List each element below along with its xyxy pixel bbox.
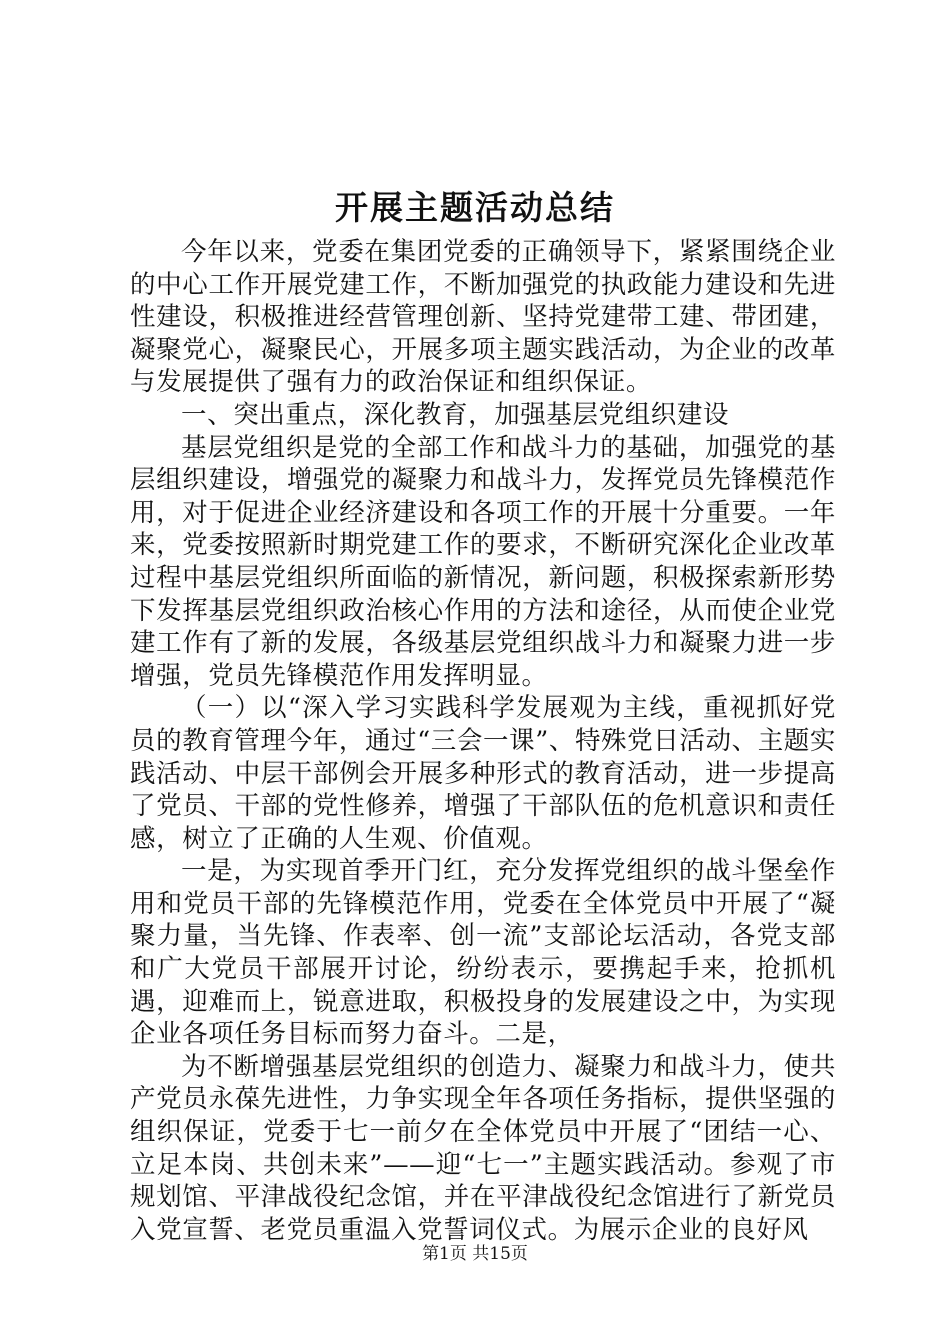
paragraph-second-point: 为不断增强基层党组织的创造力、凝聚力和战斗力，使共产党员永葆先进性，力争实现全年各项任务指标，提供坚强的组织保证，党委于七一前夕在全体党员中开展了“团结一心、立足本岗、共创未来”——迎“七一”主题实践活动。参观了市规划馆、平津战役纪念馆，并在平津战役纪念馆进行了新党员入党宣誓、老党员重温入党誓词仪式。为展示企业的良好风 (130, 1051, 836, 1245)
section-heading-1: 一、突出重点，深化教育，加强基层党组织建设 (181, 399, 730, 430)
document-body (130, 236, 836, 1246)
paragraph-basic-organization: 基层党组织是党的全部工作和战斗力的基础，加强党的基层组织建设，增强党的凝聚力和战斗力，发挥党员先锋模范作用，对于促进企业经济建设和各项工作的开展十分重要。一年来，党委按照新时期党建工作的要求，不断研究深化企业改革过程中基层党组织所面临的新情况，新问题，积极探索新形势下发挥基层党组织政治核心作用的方法和途径，从而使企业党建工作有了新的发展，各级基层党组织战斗力和凝聚力进一步增强，党员先锋模范作用发挥明显。 (130, 432, 836, 691)
document-title: 开展主题活动总结 (335, 188, 615, 227)
paragraph-first-point: 一是，为实现首季开门红，充分发挥党组织的战斗堡垒作用和党员干部的先锋模范作用，党委在全体党员中开展了“凝聚力量，当先锋、作表率、创一流”支部论坛活动，各党支部和广大党员干部展开讨论，纷纷表示，要携起手来，抢抓机遇，迎难而上，锐意进取，积极投身的发展建设之中，为实现企业各项任务目标而努力奋斗。二是， (130, 856, 836, 1050)
paragraph-item-1: （一）以“深入学习实践科学发展观为主线，重视抓好党员的教育管理今年，通过“三会一课”、特殊党日活动、主题实践活动、中层干部例会开展多种形式的教育活动，进一步提高了党员、干部的党性修养，增强了干部队伍的危机意识和责任感，树立了正确的人生观、价值观。 (130, 693, 836, 854)
page-number-footer: 第1页 共15页 (422, 1244, 528, 1264)
paragraph-intro: 今年以来，党委在集团党委的正确领导下，紧紧围绕企业的中心工作开展党建工作，不断加强党的执政能力建设和先进性建设，积极推进经营管理创新、坚持党建带工建、带团建，凝聚党心，凝聚民心，开展多项主题实践活动，为企业的改革与发展提供了强有力的政治保证和组织保证。 (130, 237, 836, 398)
